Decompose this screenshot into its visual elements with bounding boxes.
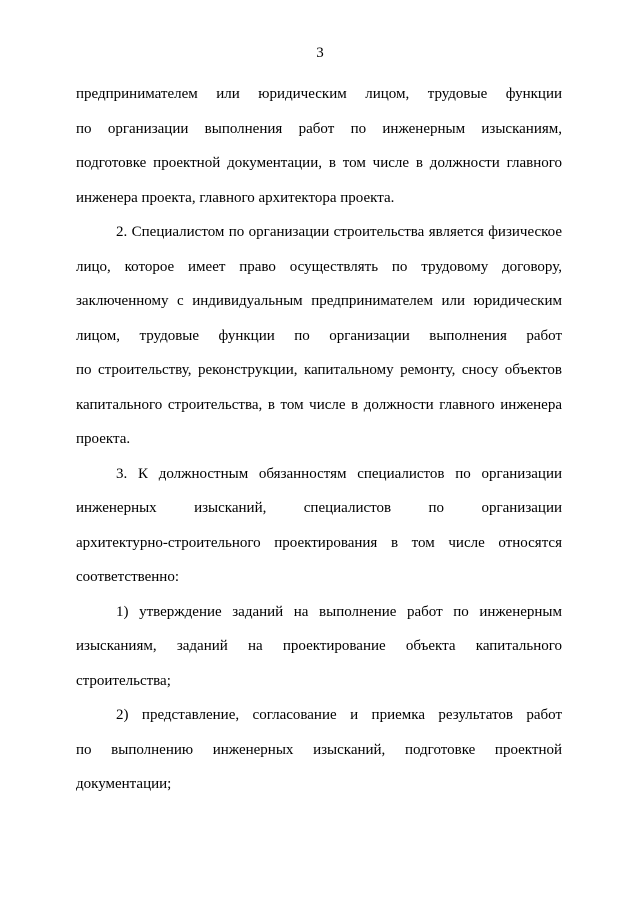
document-body [76, 77, 562, 802]
text-line: 1) утверждение заданий на выполнение работ по инженерным [116, 603, 562, 620]
text-line: документации; [76, 776, 172, 792]
text-line: архитектурно-строительного проектирования в том числе относятся [76, 534, 562, 551]
text-line: лицо, которое имеет право осуществлять по трудовому договору, [76, 258, 562, 275]
paragraph-continuation [76, 77, 562, 215]
paragraph-subitem-1 [76, 595, 562, 699]
text-line: предпринимателем или юридическим лицом, трудовые функции [76, 86, 562, 102]
text-line: проекта. [76, 431, 131, 447]
text-line: капитального строительства, в том числе в должности главного инженера [76, 396, 562, 413]
paragraph-item-3 [76, 457, 562, 595]
text-line: инженерных изысканий, специалистов по организации [76, 500, 562, 516]
text-line: заключенному с индивидуальным предпринимателем или юридическим [76, 293, 562, 309]
text-line: изысканиям, заданий на проектирование объекта капитального [76, 638, 562, 654]
page-number: 3 [316, 45, 324, 61]
paragraph-subitem-2 [76, 698, 562, 802]
text-line: инженера проекта, главного архитектора проекта. [76, 189, 395, 206]
text-line: лицом, трудовые функции по организации выполнения работ [76, 327, 562, 344]
text-line: по строительству, реконструкции, капитальному ремонту, сносу объектов [76, 362, 562, 378]
text-line: строительства; [76, 672, 171, 689]
paragraph-item-2 [76, 215, 562, 457]
text-line: соответственно: [76, 569, 179, 585]
text-line: 2. Специалистом по организации строительства является физическое [116, 224, 562, 240]
text-line: по организации выполнения работ по инженерным изысканиям, [76, 120, 562, 137]
text-line: подготовке проектной документации, в том числе в должности главного [76, 155, 562, 171]
text-line: 2) представление, согласование и приемка результатов работ [116, 707, 562, 723]
text-line: 3. К должностным обязанностям специалистов по организации [116, 465, 562, 482]
text-line: по выполнению инженерных изысканий, подготовке проектной [76, 741, 562, 758]
